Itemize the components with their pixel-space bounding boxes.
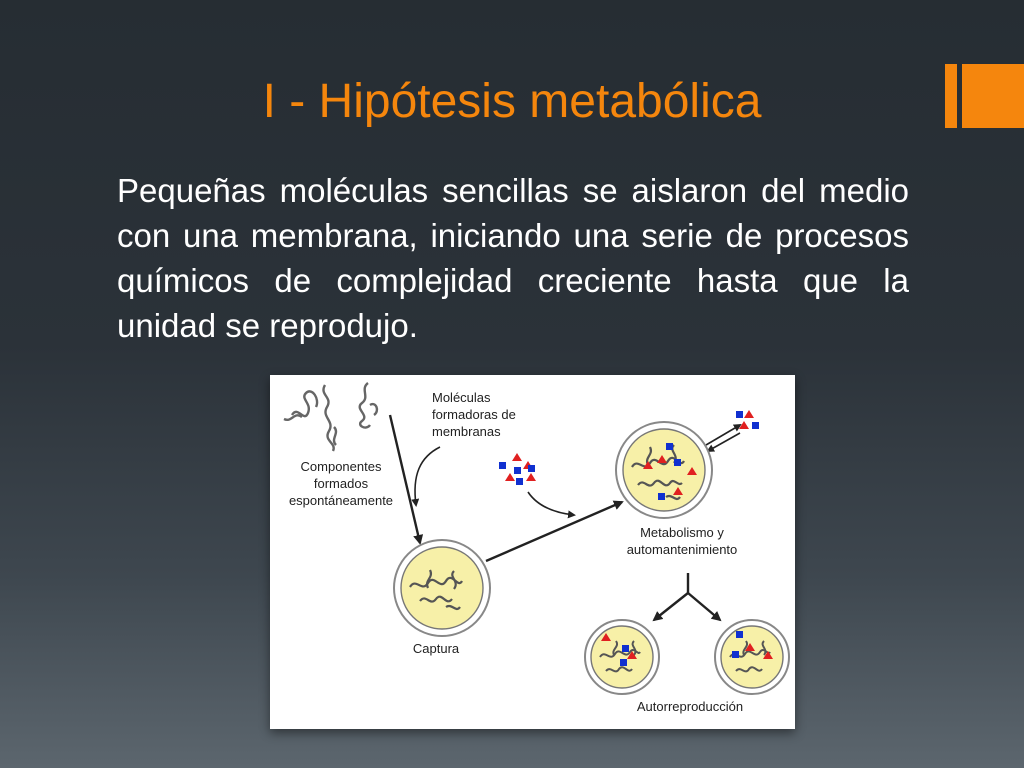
label-autorreproduccion: Autorreproducción bbox=[636, 699, 744, 714]
label-moleculas bbox=[432, 390, 516, 439]
label-metabolismo bbox=[627, 525, 738, 557]
split-arrow bbox=[654, 573, 720, 620]
diagram-figure bbox=[270, 375, 795, 729]
daughter-cell-left bbox=[585, 620, 659, 694]
decoration-bar-wide bbox=[962, 64, 1024, 128]
svg-text:membranas: membranas bbox=[432, 424, 501, 439]
decoration-bar-thin bbox=[945, 64, 957, 128]
svg-text:Moléculas: Moléculas bbox=[432, 390, 491, 405]
svg-text:automantenimiento: automantenimiento bbox=[626, 542, 738, 557]
daughter-cell-right bbox=[715, 620, 789, 694]
arrow-moleculas-curve bbox=[415, 447, 440, 505]
label-componentes bbox=[289, 459, 393, 508]
svg-text:formados: formados bbox=[313, 476, 369, 491]
slide-title: I - Hipótesis metabólica bbox=[262, 75, 762, 128]
free-molecules-cluster bbox=[499, 453, 536, 485]
svg-text:formadoras de: formadoras de bbox=[432, 407, 516, 422]
svg-text:Componentes: Componentes bbox=[300, 459, 382, 474]
captura-cell bbox=[394, 540, 490, 636]
body-paragraph: Pequeñas moléculas sencillas se aislaron del medio con una membrana, iniciando una serie de procesos químicos de complejidad creciente hasta que la unidad se reprodujo. bbox=[117, 172, 909, 344]
svg-text:Metabolismo y: Metabolismo y bbox=[640, 525, 724, 540]
diagram-svg bbox=[270, 375, 795, 729]
svg-text:espontáneamente: espontáneamente bbox=[288, 493, 394, 508]
arrow-molecules-to-path bbox=[528, 492, 574, 515]
label-captura: Captura bbox=[412, 641, 460, 656]
metabolismo-cell bbox=[616, 422, 712, 518]
arrow-exchange-in bbox=[708, 433, 740, 451]
spontaneous-components-squiggles bbox=[284, 383, 377, 451]
title-decoration bbox=[945, 64, 1024, 128]
